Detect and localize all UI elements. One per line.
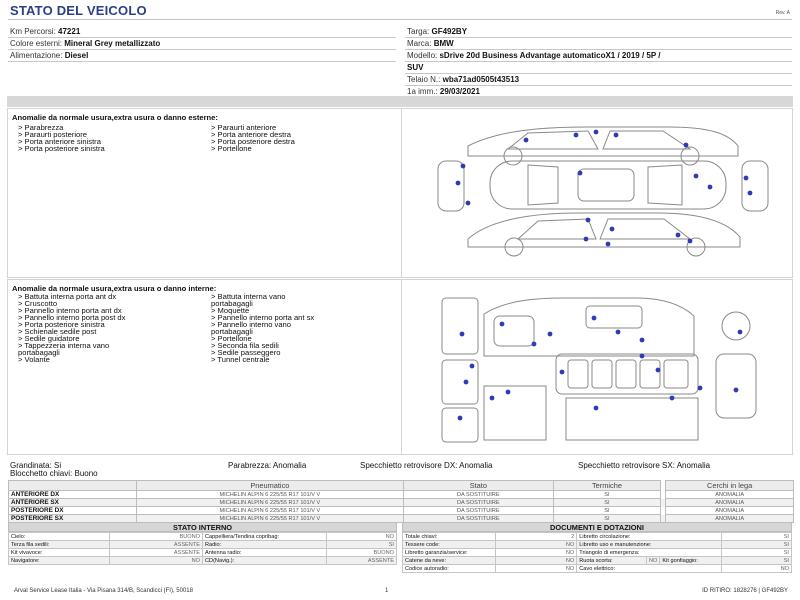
list-item: > Pannello interno porta post dx — [18, 313, 126, 322]
list-item: > Parabrezza — [18, 123, 64, 132]
list-item: > Portellone — [211, 334, 252, 343]
list-item: > Porta posteriore destra — [211, 137, 295, 146]
info-row-plate: Targa: GF492BY — [405, 26, 792, 38]
external-damage-title: Anomalie da normale usura,extra usura o danno esterne: — [12, 113, 218, 122]
documents-block — [402, 522, 792, 573]
table-row: ANTERIORE DX MICHELIN ALPIN 6 225/55 R17 101/V V DA SOSTITUIRE SI ANOMALIA — [9, 491, 794, 499]
list-item: > Porta anteriore sinistra — [18, 137, 101, 146]
info-row-registration: 1a imm.: 29/03/2021 — [405, 86, 792, 98]
table-row: Cielo: BUONO Cappelliera/Tendina copribag: NO — [9, 533, 397, 541]
left-mirror-status: Specchietto retrovisore SX: Anomalia — [578, 461, 711, 470]
key-block-status: Blocchetto chiavi: Buono — [10, 469, 98, 478]
list-item: > Tappezzeria interna vano — [18, 341, 110, 350]
table-row: Tessere code: NO Libretto uso e manutenzione: SI — [403, 541, 792, 549]
list-item: > Porta posteriore sinistra — [18, 320, 105, 329]
list-item: > Seconda fila sedili — [211, 341, 279, 350]
table-row: Catene da neve: NO Ruota scorta: NO Kit gonfiaggio: SI — [403, 557, 792, 565]
list-item: > Schienale sedile post — [18, 327, 97, 336]
list-item: > Pannello interno porta ant dx — [18, 306, 122, 315]
column-header: Stato — [404, 481, 554, 491]
interior-damage-markers — [436, 294, 790, 444]
info-row-model: Modello: sDrive 20d Business Advantage automaticoX1 / 2019 / 5P / — [405, 50, 792, 62]
internal-damage-list-left — [18, 293, 125, 363]
table-row: ANTERIORE SX MICHELIN ALPIN 6 225/55 R17 101/V V DA SOSTITUIRE SI ANOMALIA — [9, 499, 794, 507]
vehicle-info-left — [8, 26, 396, 62]
table-row: POSTERIORE SX MICHELIN ALPIN 6 225/55 R17 101/V V DA SOSTITUIRE SI ANOMALIA — [9, 515, 794, 523]
internal-damage-title: Anomalie da normale usura,extra usura o danno interne: — [12, 284, 217, 293]
list-item: > Porta posteriore sinistra — [18, 144, 105, 153]
list-item: portabagagli — [211, 299, 253, 308]
list-item: > Porta anteriore destra — [211, 130, 291, 139]
column-header: Termiche — [553, 481, 661, 491]
title-divider — [8, 19, 792, 20]
external-damage-list-left — [18, 124, 105, 152]
section-band — [7, 96, 793, 107]
table-row: Terza fila sedili: ASSENTE Radio: SI — [9, 541, 397, 549]
list-item: > Tunnel centrale — [211, 355, 270, 364]
right-mirror-status: Specchietto retrovisore DX: Anomalia — [360, 461, 493, 470]
list-item: > Battuta interna porta ant dx — [18, 292, 117, 301]
table-row: POSTERIORE DX MICHELIN ALPIN 6 225/55 R17 101/V V DA SOSTITUIRE SI ANOMALIA — [9, 507, 794, 515]
internal-damage-panel — [7, 279, 793, 455]
interior-state-title: STATO INTERNO — [8, 522, 397, 532]
external-damage-panel — [7, 108, 793, 278]
list-item: > Paraurti posteriore — [18, 130, 88, 139]
info-row-brand: Marca: BMW — [405, 38, 792, 50]
list-item: portabagagli — [211, 327, 253, 336]
info-row-vin: Telaio N.: wba71ad0505t43513 — [405, 74, 792, 86]
footer-id: ID RITIRO: 1828276 | GF492BY — [702, 588, 788, 594]
list-item: > Moquette — [211, 306, 250, 315]
list-item: > Paraurti anteriore — [211, 123, 277, 132]
interior-state-table — [8, 532, 397, 565]
info-row-km: Km Percorsi: 47221 — [8, 26, 396, 38]
info-row-fuel: Alimentazione: Diesel — [8, 50, 396, 62]
list-item: > Pannello interno porta ant sx — [211, 313, 315, 322]
list-item: > Portellone — [211, 144, 252, 153]
revision-label: Rev. A — [775, 10, 790, 16]
info-row-color: Colore esterni: Mineral Grey metallizzato — [8, 38, 396, 50]
footer-page-number: 1 — [385, 588, 389, 594]
page-title: STATO DEL VEICOLO — [10, 3, 147, 18]
table-row: Kit vivavoce: ASSENTE Antenna radio: BUONO — [9, 549, 397, 557]
tyres-table — [8, 480, 794, 523]
exterior-damage-markers — [428, 121, 778, 269]
external-damage-list-right — [211, 124, 295, 152]
table-row: Navigatore: NO CD(Navig.): ASSENTE — [9, 557, 397, 565]
footer-company: Arval Service Lease Italia - Via Pisana 314/B, Scandicci (FI), 50018 — [14, 588, 193, 594]
list-item: > Pannello interno vano — [211, 320, 292, 329]
list-item: > Cruscotto — [18, 299, 58, 308]
list-item: > Battuta interna vano — [211, 292, 286, 301]
interior-state-block — [8, 522, 397, 565]
documents-title: DOCUMENTI E DOTAZIONI — [402, 522, 792, 532]
windshield-status: Parabrezza: Anomalia — [228, 461, 307, 470]
list-item: > Sedile guidatore — [18, 334, 80, 343]
list-item: > Volante — [18, 355, 50, 364]
info-row-model-cont: SUV — [405, 62, 792, 74]
internal-damage-list-right — [211, 293, 314, 363]
vehicle-info-right — [405, 26, 792, 98]
list-item: portabagagli — [18, 348, 60, 357]
list-item: > Sedile passeggero — [211, 348, 281, 357]
documents-table — [402, 532, 792, 573]
hail-status: Grandinata: Si — [10, 461, 62, 470]
table-row: Codice autoradio: NO Cavo elettrico: NO — [403, 565, 792, 573]
table-row: Libretto garanzia/service: NO Triangolo di emergenza: SI — [403, 549, 792, 557]
column-header: Cerchi in lega — [666, 481, 794, 491]
column-header: Pneumatico — [136, 481, 403, 491]
table-row: Totale chiavi: 2 Libretto circolazione: SI — [403, 533, 792, 541]
